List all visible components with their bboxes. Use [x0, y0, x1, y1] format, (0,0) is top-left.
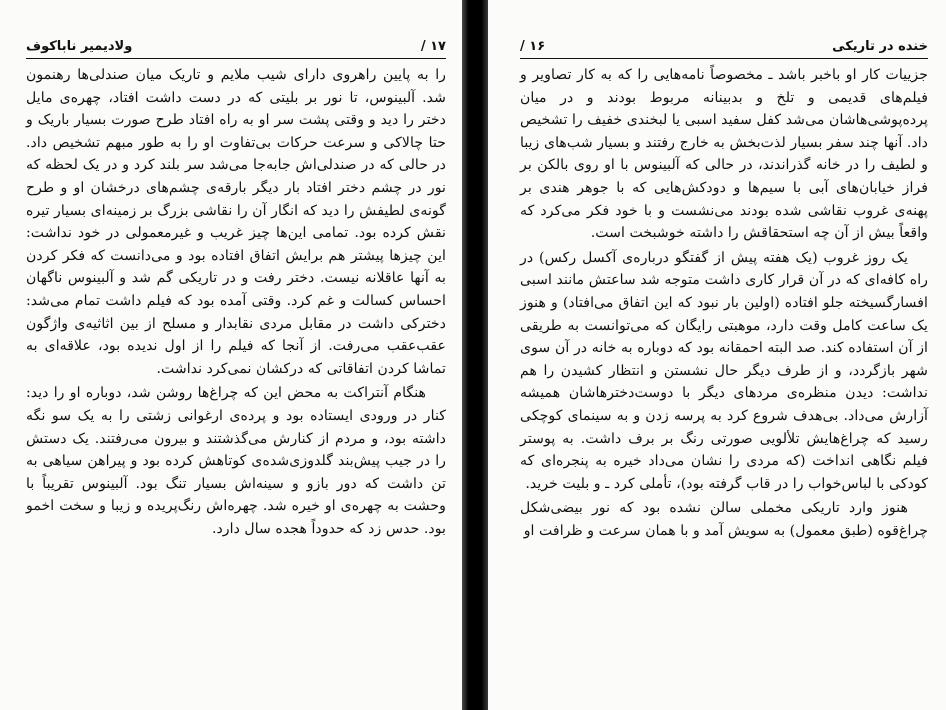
- left-page-body: [26, 64, 446, 540]
- right-header-rule: [520, 58, 928, 59]
- right-paragraph-1: جزییات کار او باخبر باشد ـ مخصوصاً نامه‌هایی را که به کار تصاویر و فیلم‌های قدیمی و تلخ و بدبینانه مربوط بودند و در میان پرده‌پوشی‌هاشان می‌شد کفل سفید اسبی یا لبخندی خفیف را تشخیص داد. آنها چند سفر بسیار لذت‌بخش به خارج رفتند و بسیار شب‌های زیبا و لطیف را در خانه گذراندند، در حالی که آلبینوس با او روی بالکن بر فراز خیابان‌های آبی با سیم‌ها و دودکش‌هایی که با جوهر هندی بر پهنه‌ی غروب نقاشی شده بودند می‌نشست و با خود فکر می‌کرد که واقعاً بیش از آن چه استحقاقش را داشته خوشبخت است.: [520, 67, 928, 242]
- right-paragraph-3: هنوز وارد تاریکی مخملی سالن نشده بود که نور بیضی‌شکل چراغ‌قوه (طبق معمول) به سویش آمد و با همان سرعت و ظرافت او: [520, 500, 928, 539]
- left-page-header: [26, 36, 446, 56]
- left-paragraph-1: را به پایین راهروی دارای شیب ملایم و تاریک میان صندلی‌ها رهنمون شد. آلبینوس، تا نور بر بلیتی که در دست داشت افتاد، چهره‌ی مایل دختر را دید و وقتی پشت سر او به راه افتاد طرح صورت بسیار باریک و حتا چالاکی و سرعت حرکات بی‌تفاوت او را به طور مبهم تشخیص داد. در حالی که در صندلی‌اش جابه‌جا می‌شد سر بلند کرد و در یک لحظه که نور در چشم دختر افتاد بار دیگر بارقه‌ی چشم‌های درخشان او و طرح گونه‌ی لطیفش را دید که انگار آن را نقاشی بزرگ بر زمینه‌ای بسیار تیره نقش کرده بود. تمامی این‌ها چیز غریب و غیرمعمولی در خود نداشت: این چیزها پیشتر هم برایش اتفاق افتاده بود و می‌دانست که فکر کردن به آنها عاقلانه نیست. دختر رفت و در تاریکی گم شد و آلبینوس ناگهان احساس کسالت و غم کرد. وقتی آمده بود که فیلم داشت تمام می‌شد: دخترکی داشت در مقابل مردی نقابدار و مسلح از بین اثاثیه‌ی واژگون عقب‌عقب می‌رفت. از آنجا که فیلم را از اول ندیده بود، علاقه‌ای به تماشا کردن اتفاقاتی که درکشان نمی‌کرد نداشت.: [26, 67, 446, 377]
- right-page-header: [520, 36, 928, 56]
- book-gutter: [462, 0, 488, 710]
- right-page: [488, 0, 946, 710]
- left-header-rule: [26, 58, 446, 59]
- right-page-number: ۱۶ /: [520, 38, 546, 54]
- right-paragraph-2: یک روز غروب (یک هفته پیش از گفتگو درباره‌ی آکسل رکس) در راه کافه‌ای که در آن قرار کاری داشت متوجه شد ساعتش مانند اسبی افسارگسیخته جلو افتاده (اولین بار نبود که این اتفاق می‌افتاد) و هنوز یک ساعت کامل وقت دارد، موهبتی رایگان که می‌توانست به طریقی از آن استفاده کند. صد البته احمقانه بود که دوباره به خانه در آن سوی شهر بازگردد، و از طرف دیگر حال نشستن و انتظار کشیدن را هم نداشت: دیدن منظره‌ی مردهای دیگر با دوست‌دخترهاشان همیشه آزارش می‌داد. بی‌هدف شروع کرد به پرسه زدن و به سینمای کوچکی رسید که چراغ‌هایش تلألویی صورتی رنگ بر برف داشت. به پوستر فیلم نگاهی انداخت (که مردی را نشان می‌داد خیره به پنجره‌ای که کودکی با لباس‌خواب را در قاب گرفته بود)، تأملی کرد ـ و بلیت خرید.: [520, 249, 928, 492]
- left-page-number: ۱۷ /: [420, 38, 446, 54]
- left-page-author: ولادیمیر ناباکوف: [26, 38, 133, 54]
- right-page-body: [520, 64, 928, 542]
- right-page-title: خنده در تاریکی: [832, 38, 928, 54]
- left-page: [0, 0, 462, 710]
- left-paragraph-2: هنگام آنتراکت به محض این که چراغ‌ها روشن شد، دوباره او را دید: کنار در ورودی ایستاده بود و پرده‌ی ارغوانی زشتی را به یک سو نگه داشته بود، و مردم از کنارش می‌گذشتند و بیرون می‌رفتند. یک دستش را در جیب پیش‌بند گلدوزی‌شده‌ی کوتاهش کرده بود و پیراهن سیاهی به تن داشت که دور بازو و سینه‌اش بسیار تنگ بود. آلبینوس تقریباً با وحشت به چهره‌ی او خیره شد. چهره‌اش رنگ‌پریده و زیبا و سخت اخمو بود. حدس زد که حدوداً هجده سال دارد.: [26, 385, 446, 537]
